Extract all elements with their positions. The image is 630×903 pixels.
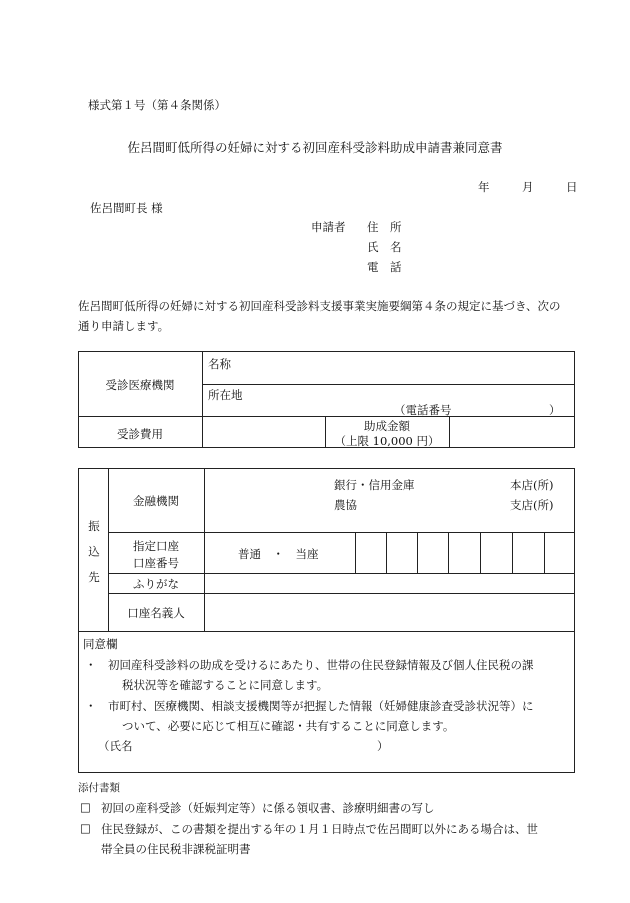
consent-name-close: ） [377,739,389,753]
consent-name-open: （氏名 [98,739,133,753]
fi-type-bank: 銀行・信用金庫 [334,478,415,492]
clinic-address-label: 所在地 [208,388,243,402]
intro-line-1: 佐呂間町低所得の妊婦に対する初回産科受診料支援事業実施要綱第４条の規定に基づき、次の [78,299,561,313]
consent-item-1-line-2: 税状況等を確認することに同意します。 [122,678,329,692]
applicant-address-label: 住 所 [367,220,402,234]
attachment-item-1: 初回の産科受診（妊娠判定等）に係る領収書、診療明細書の写し [101,801,435,815]
subsidy-limit: （上限 10,000 円） [334,434,440,448]
financial-institution-label: 金融機関 [133,494,179,508]
addressee: 佐呂間町長 様 [90,201,163,215]
attachment-checkbox-2[interactable]: □ [80,821,91,835]
applicant-label: 申請者 [311,220,346,234]
transfer-label: 振込先 [87,520,101,597]
date-day: 日 [566,180,578,194]
date-month: 月 [522,180,534,194]
consent-heading: 同意欄 [83,637,118,651]
consent-bullet-2: ・ [85,699,97,713]
account-label-1: 指定口座 [133,539,179,553]
fee-label: 受診費用 [117,427,163,441]
applicant-name-label: 氏 名 [367,240,402,254]
intro-line-2: 通り申請します。 [78,319,170,333]
consent-bullet-1: ・ [85,658,97,672]
fi-type-coop: 農協 [334,498,357,512]
clinic-label: 受診医療機関 [105,378,175,392]
date-year: 年 [478,180,490,194]
document-title: 佐呂間町低所得の妊婦に対する初回産科受診料助成申請書兼同意書 [127,140,503,155]
consent-item-1-line-1: 初回産科受診料の助成を受けるにあたり、世帯の住民登録情報及び個人住民税の課 [108,658,534,672]
branch-sub: 支店(所) [510,498,554,512]
account-holder-label: 口座名義人 [127,606,185,620]
furigana-label: ふりがな [133,577,179,591]
clinic-name-label: 名称 [208,357,231,371]
form-number: 様式第１号（第４条関係） [88,98,226,112]
clinic-phone-close: ） [549,403,561,417]
attachment-item-2-line-1: 住民登録が、この書類を提出する年の１月１日時点で佐呂間町以外にある場合は、世 [101,822,538,836]
consent-item-2-line-1: 市町村、医療機関、相談支援機関等が把握した情報（妊婦健康診査受診状況等）に [108,699,534,713]
attachments-heading: 添付書類 [78,782,120,794]
applicant-phone-label: 電 話 [367,260,402,274]
consent-item-2-line-2: ついて、必要に応じて相互に確認・共有することに同意します。 [122,719,455,733]
account-type: 普通 ・ 当座 [238,547,319,561]
subsidy-label: 助成金額 [364,419,410,433]
attachment-item-2-line-2: 帯全員の住民税非課税証明書 [101,842,251,856]
clinic-phone-label: （電話番号 [394,403,452,417]
branch-main: 本店(所) [510,478,554,492]
attachment-checkbox-1[interactable]: □ [80,800,91,814]
account-label-2: 口座番号 [133,556,179,570]
